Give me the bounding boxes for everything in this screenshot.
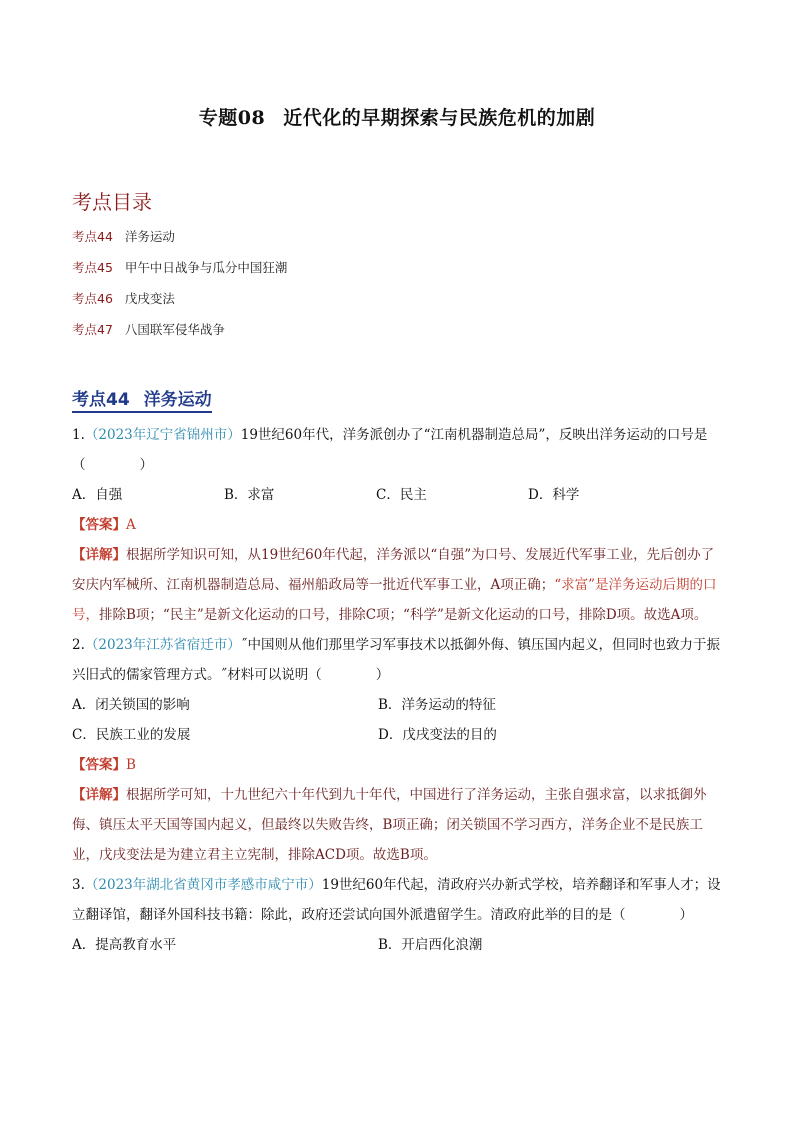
options-row — [72, 930, 724, 960]
answer-tag: 【答案】 — [72, 517, 126, 533]
toc-item-name: 八国联军侵华战争 — [124, 322, 225, 337]
detail-text: 排除B项；“民主”是新文化运动的口号，排除C项；“科学”是新文化运动的口号，排除D项。故选A项。 — [99, 607, 708, 623]
options-row — [72, 720, 724, 750]
toc-item[interactable] — [72, 258, 287, 289]
answer-line — [72, 750, 724, 780]
question-source: （2023年湖北省黄冈市孝感市咸宁市） — [84, 877, 322, 893]
option-b: B．洋务运动的特征 — [378, 697, 496, 713]
questions-content — [72, 420, 724, 960]
question-text: 19世纪60年代，洋务派创办了“江南机器制造总局”，反映出洋务运动的口号是（ ） — [72, 427, 708, 473]
question-number: 2. — [72, 637, 85, 653]
detail-text: 根据所学可知，十九世纪六十年代到九十年代，中国进行了洋务运动，主张自强求富，以求抵御外侮、镇压太平天国等国内起义，但最终以失败告终，B项正确；闭关锁国不学习西方，洋务企业不是民族工业，戊戌变法是为建立君主立宪制，排除ACD项。故选B项。 — [72, 787, 707, 863]
toc-item-code: 考点44 — [72, 229, 113, 244]
detail-paragraph — [72, 540, 724, 630]
detail-text: 根据所学知识可知，从19世纪60年代起，洋务派以“自强”为口号、发展近代军事工业，先后创办了安庆内军械所、江南机器制造总局、福州船政局等一批近代军事工业，A项正确； — [72, 547, 715, 593]
answer-value: A — [126, 517, 136, 533]
toc-item[interactable] — [72, 289, 287, 320]
section-name: 洋务运动 — [143, 390, 212, 410]
question-stem — [72, 420, 724, 480]
title-number: 专题08 — [198, 107, 266, 129]
question-text: 19世纪60年代起，清政府兴办新式学校，培养翻译和军事人才；设立翻译馆，翻译外国科技书籍：除此，政府还尝试向国外派遣留学生。清政府此举的目的是（ ） — [72, 877, 721, 923]
question-source: （2023年江苏省宿迁市） — [84, 637, 241, 653]
option-d: D．科学 — [528, 487, 580, 503]
option-c: C．民主 — [376, 487, 427, 503]
section-code: 考点44 — [72, 390, 130, 410]
options-row — [72, 480, 724, 510]
toc-item[interactable] — [72, 320, 287, 351]
option-b: B．求富 — [224, 487, 275, 503]
answer-line — [72, 510, 724, 540]
toc-item-name: 戊戌变法 — [124, 291, 175, 306]
page-title — [0, 103, 794, 130]
toc-item-name: 洋务运动 — [124, 229, 175, 244]
question-source: （2023年辽宁省锦州市） — [84, 427, 241, 443]
title-text: 近代化的早期探索与民族危机的加剧 — [283, 107, 596, 129]
section-heading[interactable] — [72, 385, 212, 413]
option-c: C．民族工业的发展 — [72, 727, 191, 743]
options-row — [72, 690, 724, 720]
question-text: ˝中国则从他们那里学习军事技术以抵御外侮、镇压国内起义，但同时也致力于振兴旧式的儒家管理方式。˝材料可以说明（ ） — [72, 637, 720, 683]
detail-tag: 【详解】 — [72, 547, 126, 563]
table-of-contents — [72, 227, 287, 351]
toc-item-name: 甲午中日战争与瓜分中国狂潮 — [124, 260, 288, 275]
option-a: A．闭关锁国的影响 — [72, 697, 190, 713]
option-a: A．自强 — [72, 487, 123, 503]
detail-highlight: “求富”是洋务运动后期的口号， — [72, 577, 717, 623]
option-b: B．开启西化浪潮 — [378, 937, 483, 953]
detail-tag: 【详解】 — [72, 787, 126, 803]
toc-item-code: 考点47 — [72, 322, 113, 337]
option-a: A．提高教育水平 — [72, 937, 177, 953]
toc-heading: 考点目录 — [72, 190, 152, 214]
answer-value: B — [126, 757, 136, 773]
toc-item-code: 考点46 — [72, 291, 113, 306]
question-number: 1. — [72, 427, 85, 443]
detail-paragraph — [72, 780, 724, 870]
question-stem — [72, 870, 724, 930]
toc-item-code: 考点45 — [72, 260, 113, 275]
toc-item[interactable] — [72, 227, 287, 258]
question-number: 3. — [72, 877, 85, 893]
answer-tag: 【答案】 — [72, 757, 126, 773]
option-d: D．戊戌变法的目的 — [378, 727, 497, 743]
question-stem — [72, 630, 724, 690]
